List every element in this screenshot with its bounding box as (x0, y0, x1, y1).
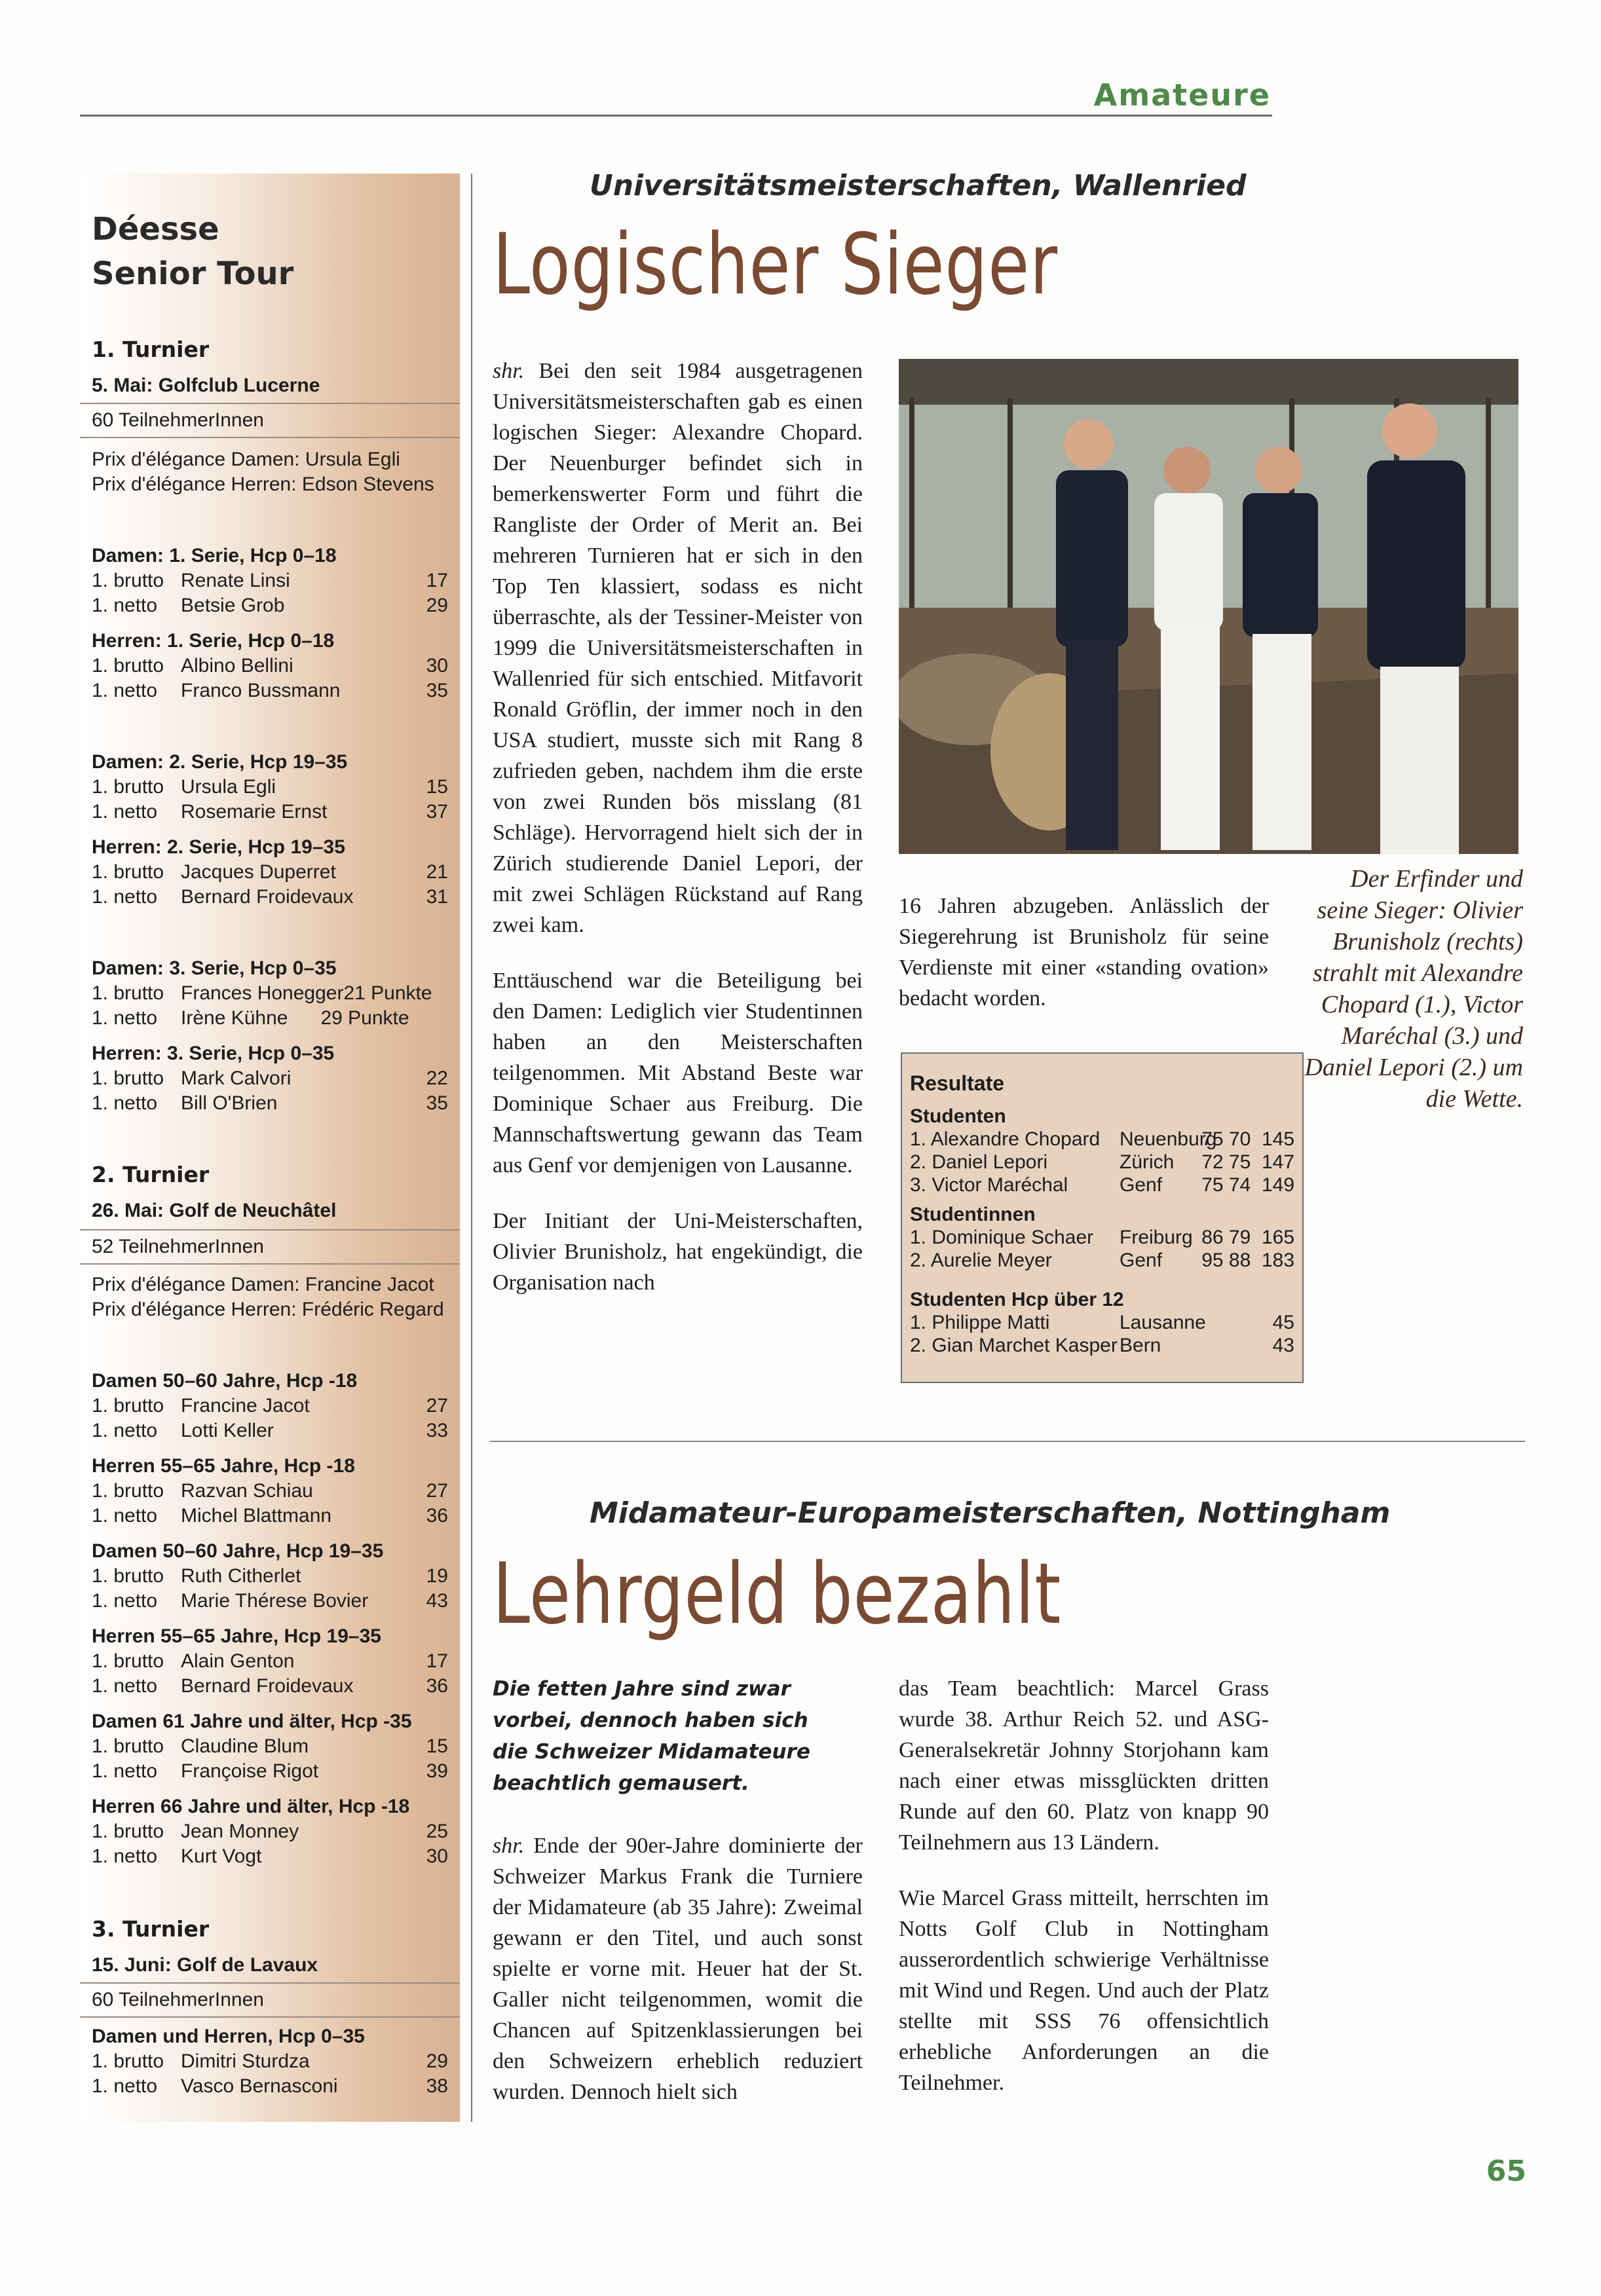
divider (80, 403, 460, 404)
divider (80, 1263, 460, 1265)
category-heading: Damen 50–60 Jahre, Hcp 19–35 (92, 1540, 384, 1562)
result-type: 1. netto (92, 886, 158, 908)
results-group (910, 1105, 1294, 1196)
result-score: 15 (426, 1735, 448, 1757)
results-group-heading: Studenten (910, 1105, 1006, 1127)
category-heading: Damen: 1. Serie, Hcp 0–18 (92, 545, 337, 566)
result-row (92, 2074, 448, 2099)
result-type: 1. netto (92, 2075, 158, 2097)
result-name: Jean Monney (181, 1821, 299, 1842)
result-row (92, 1504, 448, 1528)
result-row (92, 885, 448, 910)
result-row (92, 1649, 448, 1674)
results-place: Genf (1120, 1250, 1163, 1271)
result-score: 39 (426, 1760, 448, 1782)
result-row (92, 1006, 448, 1031)
turnier-1-prix-herren: Prix d'élégance Herren: Edson Stevens (92, 473, 434, 495)
results-score: 75 70 145 (1201, 1128, 1294, 1150)
results-sidebar (80, 174, 460, 2122)
result-name: Vasco Bernasconi (181, 2075, 338, 2097)
result-name: Dimitri Sturdza (181, 2050, 310, 2072)
result-score: 33 (426, 1420, 448, 1441)
result-name: Razvan Schiau (181, 1480, 313, 1502)
category-heading: Herren: 3. Serie, Hcp 0–35 (92, 1043, 335, 1064)
category-block (92, 1709, 448, 1784)
result-row (92, 1479, 448, 1504)
results-place: Bern (1120, 1335, 1161, 1356)
results-place: Zürich (1120, 1151, 1175, 1173)
result-type: 1. brutto (92, 861, 164, 883)
result-name: Françoise Rigot (181, 1760, 319, 1782)
result-row (92, 593, 448, 618)
result-type: 1. brutto (92, 1480, 164, 1502)
category-heading: Damen: 2. Serie, Hcp 19–35 (92, 751, 348, 773)
result-row (92, 654, 448, 678)
result-type: 1. brutto (92, 655, 164, 676)
result-type: 1. netto (92, 1505, 158, 1527)
results-score: 95 88 183 (1201, 1250, 1294, 1271)
result-name: Bill O'Brien (181, 1092, 278, 1114)
result-row (92, 1819, 448, 1844)
results-place: Neuenburg (1120, 1128, 1217, 1150)
turnier-2-prix-herren: Prix d'élégance Herren: Frédéric Regard (92, 1299, 444, 1320)
result-name: Mark Calvori (181, 1067, 292, 1089)
divider (80, 2016, 460, 2018)
result-type: 1. netto (92, 1845, 158, 1867)
result-type: 1. netto (92, 1590, 158, 1612)
result-row (92, 860, 448, 885)
result-type: 1. brutto (92, 982, 164, 1004)
category-block (92, 1794, 448, 1869)
result-score: 17 (426, 1650, 448, 1672)
result-type: 1. netto (92, 680, 158, 701)
paragraph: Enttäuschend war die Beteiligung bei den Damen: Lediglich vier Studentinnen haben an den Meisterschaften teilgenommen. Mit Abstand Beste war Dominique Schaer aus Freiburg. Die Mannschaftswertung gewann das Team aus Genf vor demjenigen von Lausanne. (493, 969, 863, 1177)
paragraph: das Team beachtlich: Marcel Grass wurde 38. Arthur Reich 52. und ASG-Generalsekretär Johnny Storjohann kam nach einer etwas missglückten dritten Runde auf den 60. Platz von knapp 90 Teilnehmern aus 13 Ländern. (899, 1676, 1269, 1855)
result-row (92, 1674, 448, 1699)
result-score: 36 (426, 1675, 448, 1697)
category-heading: Damen und Herren, Hcp 0–35 (92, 2026, 365, 2047)
article-1-headline: Logischer Sieger (493, 216, 1058, 314)
category-heading: Herren 55–65 Jahre, Hcp -18 (92, 1455, 355, 1477)
page-number: 65 (1486, 2155, 1526, 2188)
paragraph: Wie Marcel Grass mitteilt, herrschten im Notts Golf Club in Nottingham ausserordentlich schwierige Verhältnisse mit Wind und Regen. Und auch der Platz stellte mit SSS 76 offensichtlich erhebliche Anforderungen an die Teilnehmer. (899, 1886, 1269, 2095)
result-name: Frances Honegger21 Punkte (181, 982, 432, 1004)
article-2-lead: Die fetten Jahre sind zwar vorbei, dennoch haben sich die Schweizer Midamateure beachtlich gemausert. (493, 1677, 810, 1795)
results-group-heading: Studenten Hcp über 12 (910, 1289, 1124, 1310)
result-score: 22 (426, 1067, 448, 1089)
result-name: Irène Kühne 29 Punkte (181, 1007, 409, 1029)
article-divider (490, 1441, 1525, 1442)
results-row (910, 1334, 1294, 1357)
result-score: 19 (426, 1565, 448, 1587)
result-score: 43 (426, 1590, 448, 1612)
category-heading: Damen 50–60 Jahre, Hcp -18 (92, 1370, 358, 1392)
paragraph: 16 Jahren abzugeben. Anlässlich der Siegerehrung ist Brunisholz für seine Verdienste mit einer «standing ovation» bedacht worden. (899, 894, 1269, 1010)
category-block (92, 544, 448, 618)
category-heading: Damen: 3. Serie, Hcp 0–35 (92, 957, 337, 979)
article-2-headline: Lehrgeld bezahlt (493, 1546, 1062, 1643)
category-block (92, 1539, 448, 1614)
article-2-kicker: Midamateur-Europameisterschaften, Nottingham (590, 1496, 1391, 1530)
turnier-2-date: 26. Mai: Golf de Neuchâtel (92, 1200, 337, 1221)
result-type: 1. brutto (92, 1821, 164, 1842)
result-score: 17 (426, 570, 448, 591)
result-type: 1. netto (92, 1760, 158, 1782)
result-score: 35 (426, 1092, 448, 1114)
result-type: 1. brutto (92, 2050, 164, 2072)
result-type: 1. netto (92, 595, 158, 616)
result-score: 29 (426, 2050, 448, 2072)
section-label: Amateure (1093, 77, 1271, 113)
article-1-column-2 (899, 891, 1269, 1014)
results-row (910, 1174, 1294, 1196)
category-block (92, 2024, 448, 2099)
turnier-2-participants: 52 TeilnehmerInnen (92, 1236, 264, 1257)
photo-illustration (899, 359, 1518, 854)
result-type: 1. brutto (92, 1735, 164, 1757)
result-score: 27 (426, 1395, 448, 1416)
result-name: Rosemarie Ernst (181, 801, 328, 823)
photo-caption: Der Erfinder und seine Sieger: Olivier Brunisholz (rechts) strahlt mit Alexandre Chopard (1.), Victor Maréchal (3.) und Daniel Lepori (2.) um die Wette. (1304, 865, 1523, 1113)
results-score: 72 75 147 (1201, 1151, 1294, 1173)
category-block (92, 629, 448, 703)
result-name: Alain Genton (181, 1650, 295, 1672)
result-score: 37 (426, 801, 448, 823)
result-type: 1. netto (92, 1420, 158, 1441)
result-score: 35 (426, 680, 448, 701)
turnier-3-label: 3. Turnier (92, 1916, 210, 1942)
result-name: Marie Thérese Bovier (181, 1590, 369, 1612)
result-name: Bernard Froidevaux (181, 886, 354, 908)
result-row (92, 800, 448, 824)
results-group (910, 1203, 1294, 1272)
category-block (92, 1369, 448, 1443)
category-block (92, 1041, 448, 1116)
turnier-2-label: 2. Turnier (92, 1162, 210, 1187)
result-type: 1. brutto (92, 1650, 164, 1672)
category-block (92, 1454, 448, 1528)
results-group (910, 1288, 1294, 1357)
results-score: 86 79 165 (1201, 1227, 1294, 1248)
results-place: Lausanne (1120, 1312, 1206, 1333)
result-row (92, 678, 448, 703)
paragraph (493, 356, 863, 940)
result-name: Ursula Egli (181, 776, 276, 798)
result-row (92, 1418, 448, 1443)
result-row (92, 1066, 448, 1091)
results-score: 43 (1272, 1335, 1294, 1356)
header-rule (80, 115, 1272, 117)
turnier-3-date: 15. Juni: Golf de Lavaux (92, 1954, 318, 1976)
result-row (92, 1759, 448, 1784)
paragraph (493, 1830, 863, 2107)
result-score: 30 (426, 655, 448, 676)
result-row (92, 981, 448, 1006)
divider (80, 437, 460, 438)
result-score: 31 (426, 886, 448, 908)
results-row (910, 1128, 1294, 1151)
results-box (901, 1052, 1304, 1383)
result-score: 30 (426, 1845, 448, 1867)
category-heading: Damen 61 Jahre und älter, Hcp -35 (92, 1711, 412, 1732)
turnier-1-date: 5. Mai: Golfclub Lucerne (92, 375, 320, 396)
result-row (92, 568, 448, 593)
result-row (92, 1589, 448, 1614)
result-type: 1. netto (92, 1007, 158, 1029)
result-name: Michel Blattmann (181, 1505, 332, 1527)
divider (80, 1229, 460, 1231)
result-type: 1. brutto (92, 1067, 164, 1089)
result-name: Franco Bussmann (181, 680, 341, 701)
result-score: 15 (426, 776, 448, 798)
category-block (92, 750, 448, 824)
result-name: Kurt Vogt (181, 1845, 262, 1867)
result-row (92, 1734, 448, 1759)
article-2-column-2 (899, 1673, 1269, 2098)
result-score: 36 (426, 1505, 448, 1527)
results-place: Genf (1120, 1174, 1163, 1196)
result-type: 1. brutto (92, 1565, 164, 1587)
result-type: 1. brutto (92, 1395, 164, 1416)
result-score: 21 (426, 861, 448, 883)
result-type: 1. netto (92, 1092, 158, 1114)
result-name: Claudine Blum (181, 1735, 309, 1757)
divider (80, 1982, 460, 1984)
results-score: 45 (1272, 1312, 1294, 1333)
turnier-1-label: 1. Turnier (92, 337, 210, 362)
category-heading: Herren: 1. Serie, Hcp 0–18 (92, 630, 335, 652)
paragraph: Der Initiant der Uni-Meisterschaften, Olivier Brunisholz, hat engekündigt, die Organisation nach (493, 1209, 863, 1295)
turnier-3-participants: 60 TeilnehmerInnen (92, 1989, 264, 2010)
results-name: 1. Philippe Matti (910, 1312, 1050, 1333)
results-title: Resultate (910, 1071, 1005, 1095)
result-row (92, 1564, 448, 1589)
ceremony-photo (899, 359, 1518, 854)
results-row (910, 1249, 1294, 1272)
article-2-column-1 (493, 1830, 863, 2107)
result-name: Renate Linsi (181, 570, 290, 591)
result-row (92, 1394, 448, 1418)
category-heading: Herren 66 Jahre und älter, Hcp -18 (92, 1796, 410, 1817)
results-name: 2. Daniel Lepori (910, 1151, 1048, 1173)
results-score: 75 74 149 (1201, 1174, 1294, 1196)
turnier-1-prix-damen: Prix d'élégance Damen: Ursula Egli (92, 449, 400, 470)
results-name: 1. Dominique Schaer (910, 1227, 1094, 1248)
sidebar-title-line1: Déesse (92, 211, 219, 248)
results-place: Freiburg (1120, 1227, 1193, 1248)
result-score: 27 (426, 1480, 448, 1502)
column-rule (471, 174, 472, 2122)
results-name: 1. Alexandre Chopard (910, 1128, 1101, 1150)
result-row (92, 1844, 448, 1869)
article-1-column-1 (493, 356, 863, 1298)
results-row (910, 1311, 1294, 1334)
result-name: Francine Jacot (181, 1395, 310, 1416)
result-name: Bernard Froidevaux (181, 1675, 354, 1697)
result-name: Jacques Duperret (181, 861, 336, 883)
turnier-2-prix-damen: Prix d'élégance Damen: Francine Jacot (92, 1274, 434, 1295)
result-score: 29 (426, 595, 448, 616)
category-heading: Herren 55–65 Jahre, Hcp 19–35 (92, 1625, 381, 1647)
result-type: 1. brutto (92, 776, 164, 798)
result-row (92, 2049, 448, 2074)
sidebar-title-line2: Senior Tour (92, 255, 294, 292)
result-type: 1. brutto (92, 570, 164, 591)
result-name: Albino Bellini (181, 655, 293, 676)
result-type: 1. netto (92, 1675, 158, 1697)
category-block (92, 835, 448, 910)
category-heading: Herren: 2. Serie, Hcp 19–35 (92, 836, 345, 858)
result-row (92, 1091, 448, 1116)
byline: shr. (493, 359, 525, 383)
results-name: 2. Gian Marchet Kasper (910, 1335, 1118, 1356)
byline: shr. (493, 1834, 525, 1858)
result-score: 25 (426, 1821, 448, 1842)
category-block (92, 956, 448, 1031)
result-name: Ruth Citherlet (181, 1565, 301, 1587)
results-name: 3. Victor Maréchal (910, 1174, 1068, 1196)
results-group-heading: Studentinnen (910, 1204, 1036, 1225)
results-name: 2. Aurelie Meyer (910, 1250, 1052, 1271)
result-row (92, 775, 448, 800)
results-row (910, 1226, 1294, 1249)
turnier-1-participants: 60 TeilnehmerInnen (92, 409, 264, 431)
article-1-kicker: Universitätsmeisterschaften, Wallenried (590, 169, 1247, 202)
paragraph-text: Ende der 90er-Jahre dominierte der Schweizer Markus Frank die Turniere der Midamateure (ab 35 Jahre): Zweimal gewann er den Titel, und auch sonst spielte er vorne mit. Heuer hat der St. Galler nicht teilgenommen, womit die Chancen auf Spitzenklassierungen bei den Schweizern erheblich reduziert wurden. Dennoch hielt sich (493, 1834, 863, 2104)
results-row (910, 1151, 1294, 1174)
result-score: 38 (426, 2075, 448, 2097)
result-name: Lotti Keller (181, 1420, 274, 1441)
paragraph-text: Bei den seit 1984 ausgetragenen Universitätsmeisterschaften gab es einen logischen Sieger: Alexandre Chopard. Der Neuenburger befindet sich in bemerkenswerter Form und führt die Rangliste der Order of Merit an. Bei mehreren Turnieren hat er sich in den Top Ten klassiert, sodass es nicht überraschte, als der Tessiner-Meister von 1999 die Universitätsmeisterschaften in Wallenried für sich entschied. Mitfavorit Ronald Gröflin, der immer noch in den USA studiert, musste sich mit Rang 8 zufrieden geben, nachdem ihm die erste von zwei Runden bös misslang (81 Schläge). Hervorragend hielt sich der in Zürich studierende Daniel Lepori, der mit zwei Schlägen Rückstand auf Rang zwei kam. (493, 359, 863, 937)
result-name: Betsie Grob (181, 595, 285, 616)
result-type: 1. netto (92, 801, 158, 823)
category-block (92, 1624, 448, 1699)
